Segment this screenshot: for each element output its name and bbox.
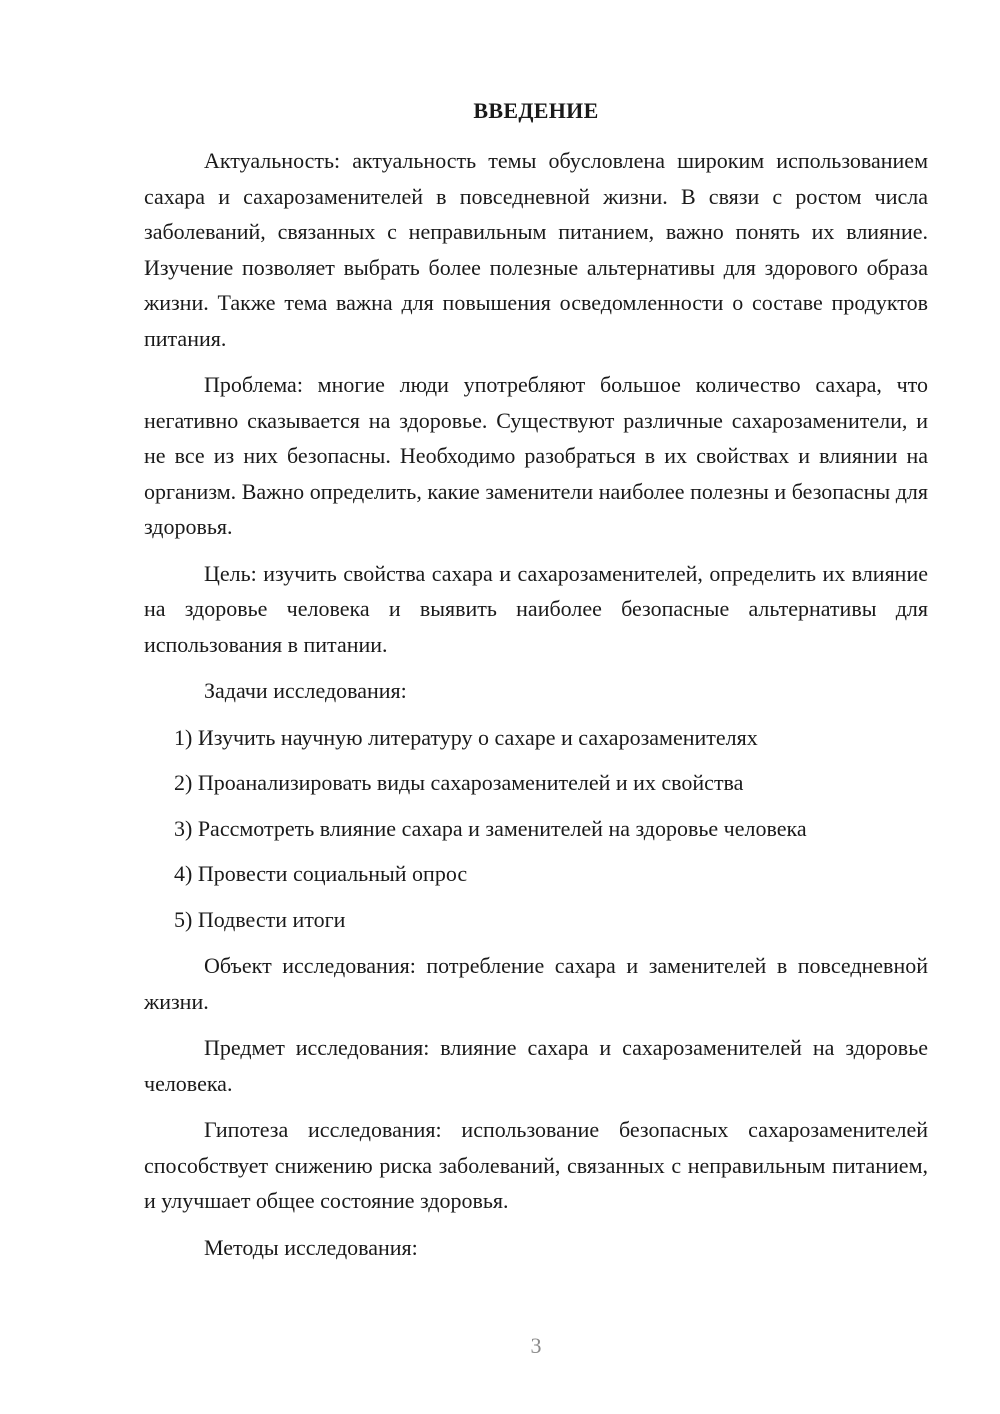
- object-paragraph: Объект исследования: потребление сахара и заменителей в повседневной жизни.: [144, 953, 928, 1014]
- task-item: 2) Проанализировать виды сахарозаменителей и их свойства: [174, 770, 744, 795]
- section-body: [144, 143, 928, 1276]
- task-item: 1) Изучить научную литературу о сахаре и сахарозаменителях: [174, 724, 758, 750]
- tasks-heading: Задачи исследования:: [204, 678, 407, 703]
- task-item: 3) Рассмотреть влияние сахара и заменителей на здоровье человека: [174, 815, 807, 841]
- methods-heading: Методы исследования:: [204, 1234, 418, 1260]
- page-number: 3: [530, 1333, 542, 1358]
- task-item: 5) Подвести итоги: [174, 906, 346, 932]
- section-title: ВВЕДЕНИЕ: [473, 98, 599, 123]
- subject-paragraph: Предмет исследования: влияние сахара и сахарозаменителей на здоровье человека.: [144, 1035, 928, 1096]
- hypothesis-paragraph: Гипотеза исследования: использование безопасных сахарозаменителей способствует снижению риска заболеваний, связанных с неправильным питанием, и улучшает общее состояние здоровья.: [144, 1117, 928, 1213]
- relevance-paragraph: Актуальность: актуальность темы обусловлена широким использованием сахара и сахарозаменителей в повседневной жизни. В связи с ростом числа заболеваний, связанных с неправильным питанием, важно понять их влияние. Изучение позволяет выбрать более полезные альтернативы для здорового образа жизни. Также тема важна для повышения осведомленности о составе продуктов питания.: [144, 148, 928, 351]
- tasks-list: [144, 720, 928, 938]
- task-item: 4) Провести социальный опрос: [174, 861, 468, 886]
- goal-paragraph: Цель: изучить свойства сахара и сахарозаменителей, определить их влияние на здоровье человека и выявить наиболее безопасные альтернативы для использования в питании.: [144, 560, 928, 657]
- problem-paragraph: Проблема: многие люди употребляют большое количество сахара, что негативно сказывается на здоровье. Существуют различные сахарозаменители, и не все из них безопасны. Необходимо разобраться в их свойствах и влиянии на организм. Важно определить, какие заменители наиболее полезны и безопасны для здоровья.: [144, 372, 928, 539]
